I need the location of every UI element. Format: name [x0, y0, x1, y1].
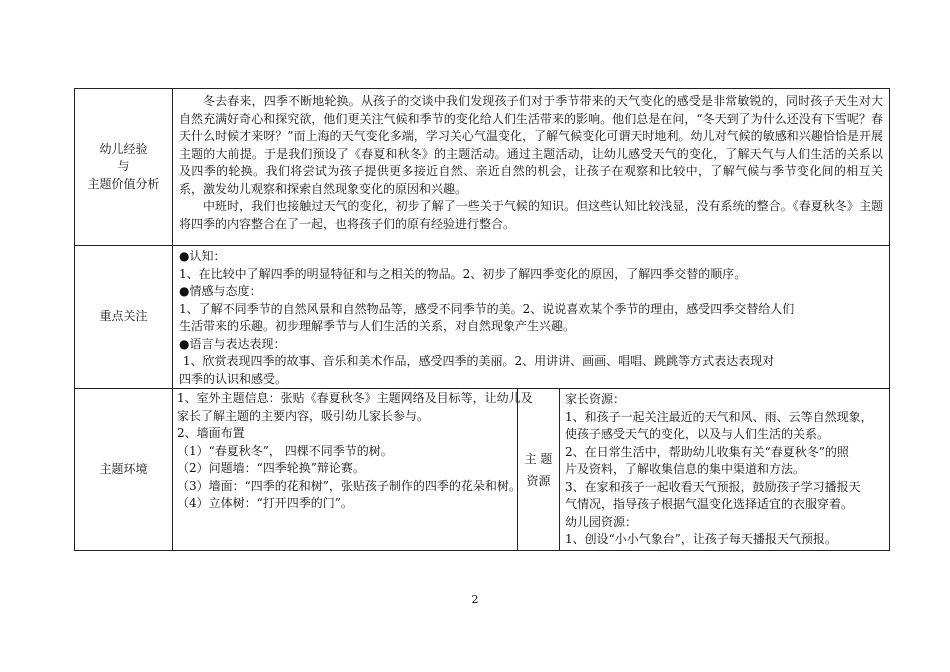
- resource-label-line: 主 题: [524, 451, 553, 466]
- focus-line: 四季的认识和感受。: [179, 371, 288, 386]
- key-focus-content: [173, 246, 890, 389]
- theme-resource-label: [518, 389, 560, 551]
- label-line: 主题价值分析: [87, 176, 160, 191]
- resource-line: 1、创设“小小气象台”，让孩子每天播报天气预报。: [565, 532, 837, 546]
- resource-line: 气情况，指导孩子根据气温变化选择适宜的衣服穿着。: [565, 497, 854, 511]
- label-line: 与: [117, 159, 130, 174]
- experience-analysis-label: [75, 89, 173, 246]
- env-line: （4）立体树：“打开四季的门”。: [177, 496, 353, 510]
- theme-plan-table: [74, 88, 890, 551]
- focus-line: 1、在比较中了解四季的明显特征和与之相关的物品。2、初步了解四季变化的原因，了解四季交替的顺序。: [179, 266, 747, 281]
- env-line: （3）墙面：“四季的花和树”，张贴孩子制作的四季的花朵和树。: [177, 478, 521, 493]
- focus-heading: ●情感与态度：: [179, 284, 262, 298]
- env-line: （1）“春夏秋冬”， 四棵不同季节的树。: [177, 443, 393, 458]
- theme-environment-label: 主题环境: [75, 389, 173, 551]
- env-line: 1、室外主题信息：张贴《春夏秋冬》主题网络及目标等，让幼儿及: [177, 391, 533, 405]
- resource-line: 2、在日常生活中，帮助幼儿收集有关“春夏秋冬”的照: [565, 444, 849, 459]
- resource-line: 1、和孩子一起关注最近的天气和风、雨、云等自然现象，: [565, 409, 873, 424]
- key-focus-label: 重点关注: [75, 246, 173, 389]
- theme-environment-content: [173, 389, 533, 551]
- resource-heading: 家长资源：: [565, 392, 626, 406]
- analysis-paragraph: 冬去春来，四季不断地轮换。从孩子的交谈中我们发现孩子们对于季节带来的天气变化的感受是非常敏锐的，同时孩子天生对大自然充满好奇心和探究欲，他们更关注气候和季节的变化给人们生活带来的影响。他们总是在问，“冬天到了为什么还没有下雪呢？春天什么时候才来呀？”而上海的天气变化多端，学习关心气温变化，了解气候变化可谓天时地利。幼儿对气候的敏感和兴趣恰恰是开展主题的大前提。于是我们预设了《春夏和秋冬》的主题活动。通过主题活动，让幼儿感受天气的变化，了解天气与人们生活的关系以及四季的轮换。我们将尝试为孩子提供更多接近自然、亲近自然的机会，让孩子在观察和比较中，了解气候与季节变化间的相互关系，激发幼儿观察和探索自然现象变化的原因和兴趣。: [179, 94, 883, 196]
- resource-label-line: 资源: [526, 473, 551, 488]
- page-number: 2: [471, 593, 479, 606]
- resource-heading: 幼儿园资源：: [565, 514, 638, 529]
- focus-heading: ●认知：: [179, 249, 226, 263]
- analysis-paragraph: 中班时，我们也接触过天气的变化，初步了解了一些关于气候的知识。但这些认知比较浅显，没有系统的整合。《春夏秋冬》主题将四季的内容整合在了一起，也将孩子们的原有经验进行整合。: [179, 199, 883, 231]
- focus-line: 1、欣赏表现四季的故事、音乐和美术作品，感受四季的美丽。2、用讲讲、画画、唱唱、跳跳等方式表达表现对: [179, 354, 775, 368]
- env-line: 家长了解主题的主要内容，吸引幼儿家长参与。: [177, 408, 430, 423]
- resource-line: 片及资料，了解收集信息的集中渠道和方法。: [565, 462, 806, 476]
- experience-analysis-content: [173, 89, 890, 246]
- experience-analysis-row: [75, 89, 890, 246]
- theme-environment-row: [75, 389, 890, 551]
- env-line: （2）问题墙：“四季轮换”辩论赛。: [177, 461, 365, 475]
- key-focus-row: [75, 246, 890, 389]
- resource-line: 3、在家和孩子一起收看天气预报，鼓励孩子学习播报天: [565, 479, 861, 494]
- resource-line: 使孩子感受天气的变化，以及与人们生活的关系。: [565, 427, 830, 441]
- focus-line: 生活带来的乐趣。初步理解季节与人们生活的关系，对自然现象产生兴趣。: [179, 319, 576, 333]
- label-line: 幼儿经验: [99, 141, 148, 156]
- focus-heading: ●语言与表达表现：: [179, 336, 286, 351]
- focus-line: 1、了解不同季节的自然风景和自然物品等，感受不同季节的美。2、说说喜欢某个季节的理由，感受四季交替给人们: [179, 301, 795, 316]
- env-line: 2、墙面布置: [177, 426, 245, 440]
- theme-resource-content: [560, 389, 890, 551]
